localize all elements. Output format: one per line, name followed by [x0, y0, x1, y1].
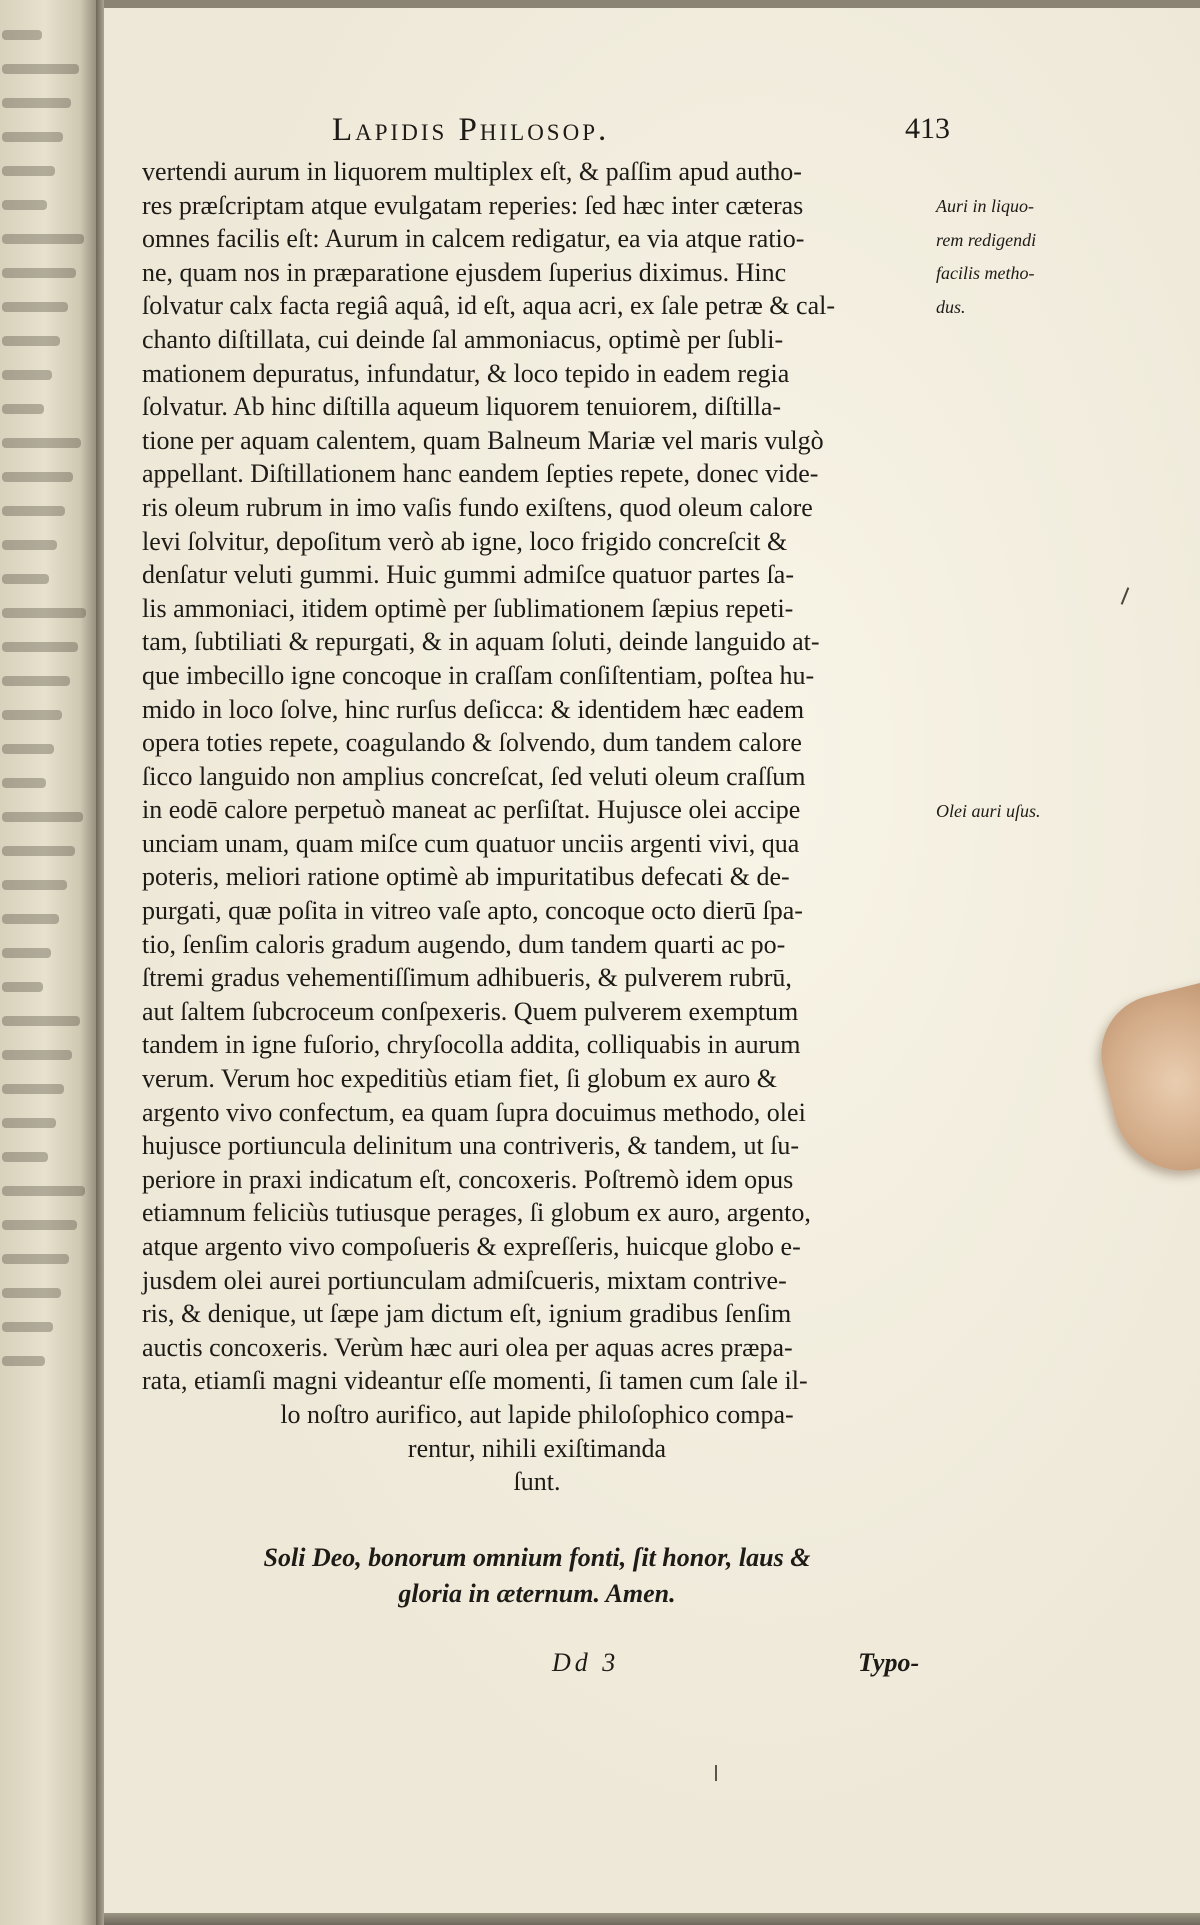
closing-doxology — [142, 1540, 932, 1612]
facing-page-text-fragment — [2, 1322, 53, 1332]
text-line: appellant. Diſtillationem hanc eandem ſepties repete, donec vide- — [142, 459, 819, 489]
facing-page-text-fragment — [2, 438, 81, 448]
facing-page-text-fragment — [2, 948, 51, 958]
text-line: periore in praxi indicatum eſt, concoxeris. Poſtremò idem opus — [142, 1164, 794, 1194]
facing-page-text-fragment — [2, 336, 60, 346]
margin-note: Olei auri uſus. — [936, 800, 1041, 821]
facing-page-text-fragment — [2, 64, 79, 74]
text-line: lo noſtro aurifico, aut lapide philoſophico compa- — [280, 1399, 794, 1429]
facing-page-text-fragment — [2, 1016, 80, 1026]
text-line: purgati, quæ poſita in vitreo vaſe apto, concoque octo dierū ſpa- — [142, 896, 803, 926]
facing-page-text-fragment — [2, 1254, 69, 1264]
facing-page-text-fragment — [2, 370, 52, 380]
facing-page-text-fragment — [2, 676, 70, 686]
facing-page-text-fragment — [2, 1220, 77, 1230]
text-line: opera toties repete, coagulando & ſolvendo, dum tandem calore — [142, 728, 802, 758]
text-line: argento vivo confectum, ea quam ſupra docuimus methodo, olei — [142, 1097, 806, 1127]
text-line: omnes facilis eſt: Aurum in calcem redigatur, ea via atque ratio- — [142, 224, 805, 254]
text-line: ris, & denique, ut ſæpe jam dictum eſt, ignium gradibus ſenſim — [142, 1299, 792, 1329]
text-line: auctis concoxeris. Verùm hæc auri olea per aquas acres præpa- — [142, 1332, 793, 1362]
facing-page-text-fragment — [2, 846, 75, 856]
text-line: mationem depuratus, infundatur, & loco tepido in eadem regia — [142, 358, 790, 388]
facing-page-text-fragment — [2, 200, 47, 210]
facing-page-text-fragment — [2, 642, 78, 652]
facing-page-text-fragment — [2, 506, 65, 516]
facing-page-text-fragment — [2, 132, 63, 142]
closing-line-2: gloria in æternum. Amen. — [398, 1579, 676, 1608]
facing-page-text-fragment — [2, 744, 54, 754]
text-line: unciam unam, quam miſce cum quatuor unciis argenti vivi, qua — [142, 828, 800, 858]
stray-ink-mark — [715, 1765, 717, 1781]
facing-page-text-fragment — [2, 608, 86, 618]
margin-note: rem redigendi — [936, 229, 1037, 250]
running-head: Lapidis Philosop. — [332, 112, 610, 148]
text-line: levi ſolvitur, depoſitum verò ab igne, loco frigido concreſcit & — [142, 526, 788, 556]
facing-page-text-fragment — [2, 574, 49, 584]
facing-page-text-fragment — [2, 30, 42, 40]
facing-page-text-fragment — [2, 540, 57, 550]
text-line: atque argento vivo compoſueris & expreſſeris, huicque globo e- — [142, 1232, 801, 1261]
margin-note: facilis metho- — [936, 263, 1035, 284]
facing-page-text-fragment — [2, 404, 44, 414]
text-line: lis ammoniaci, itidem optimè per ſublimationem ſæpius repeti- — [142, 593, 794, 623]
facing-page-text-fragment — [2, 302, 68, 312]
text-line: etiamnum feliciùs tutiusque perages, ſi globum ex auro, argento, — [142, 1198, 811, 1228]
text-line: hujusce portiuncula delinitum una contriveris, & tandem, ut ſu- — [142, 1131, 800, 1161]
text-line: vertendi aurum in liquorem multiplex eſt, & paſſim apud autho- — [142, 157, 802, 186]
text-line: ſunt. — [513, 1467, 561, 1497]
body-text — [142, 155, 932, 1499]
text-line: chanto diſtillata, cui deinde ſal ammoniacus, optimè per ſubli- — [142, 324, 784, 354]
text-line: ſolvatur. Ab hinc diſtilla aqueum liquorem tenuiorem, diſtilla- — [142, 392, 782, 422]
text-line: tio, ſenſim caloris gradum augendo, dum tandem quarti ac po- — [142, 929, 786, 959]
text-line: poteris, meliori ratione optimè ab impuritatibus defecati & de- — [142, 862, 790, 892]
text-line: mido in loco ſolve, hinc rurſus deſicca: & identidem hæc eadem — [142, 694, 805, 724]
facing-page-text-fragment — [2, 1084, 64, 1094]
facing-page-edge — [0, 0, 100, 1925]
text-line: tandem in igne fuſorio, chryſocolla addita, colliquabis in aurum — [142, 1030, 801, 1060]
closing-line-1: Soli Deo, bonorum omnium fonti, ſit honor, laus & — [263, 1543, 811, 1572]
facing-page-text-fragment — [2, 166, 55, 176]
text-line: ris oleum rubrum in imo vaſis fundo exiſtens, quod oleum calore — [142, 492, 813, 522]
text-line: denſatur veluti gummi. Huic gummi admiſce quatuor partes ſa- — [142, 560, 794, 590]
text-line: ne, quam nos in præparatione ejusdem ſuperius diximus. Hinc — [142, 257, 787, 287]
facing-page-text-fragment — [2, 778, 46, 788]
text-line: rentur, nihili exiſtimanda — [407, 1433, 667, 1463]
text-line: res præſcriptam atque evulgatam reperies: ſed hæc inter cæteras — [142, 190, 804, 220]
facing-page-text-fragment — [2, 98, 71, 108]
text-line: in eodē calore perpetuò maneat ac perſiſtat. Hujusce olei accipe — [142, 795, 801, 825]
text-line: tam, ſubtiliati & repurgati, & in aquam ſoluti, deinde languido at- — [142, 627, 820, 657]
text-line: ſicco languido non amplius concreſcat, ſed veluti oleum craſſum — [142, 761, 806, 791]
facing-page-text-fragment — [2, 1288, 61, 1298]
text-line: que imbecillo igne concoque in craſſam conſiſtentiam, poſtea hu- — [142, 660, 815, 690]
facing-page-text-fragment — [2, 1050, 72, 1060]
text-line: jusdem olei aurei portiunculam admiſcueris, mixtam contrive- — [142, 1265, 787, 1295]
facing-page-text-fragment — [2, 1118, 56, 1128]
margin-note: Auri in liquo- — [936, 196, 1034, 216]
facing-page-text-fragment — [2, 1152, 48, 1162]
text-line: aut ſaltem ſubcroceum conſpexeris. Quem pulverem exemptum — [142, 996, 799, 1026]
facing-page-text-fragment — [2, 472, 73, 482]
page-bottom-edge — [104, 1913, 1200, 1925]
text-line: ſolvatur calx facta regiâ aquâ, id eſt, aqua acri, ex ſale petræ & cal- — [142, 291, 835, 321]
facing-page-text-fragment — [2, 880, 67, 890]
margin-note: dus. — [936, 296, 966, 317]
facing-page-text-fragment — [2, 982, 43, 992]
facing-page-text-fragment — [2, 234, 84, 244]
signature-mark: Dd 3 — [552, 1648, 620, 1677]
page-header — [230, 112, 950, 152]
catchword: Typo- — [858, 1648, 920, 1677]
text-line: verum. Verum hoc expeditiùs etiam fiet, ſi globum ex auro & — [142, 1064, 777, 1094]
text-line: rata, etiamſi magni videantur eſſe momenti, ſi tamen cum ſale il- — [142, 1366, 808, 1396]
text-line: ſtremi gradus vehementiſſimum adhibueris, & pulverem rubrū, — [142, 963, 792, 993]
page-top-edge — [104, 0, 1200, 8]
facing-page-text-fragment — [2, 1186, 85, 1196]
facing-page-text-fragment — [2, 812, 83, 822]
facing-page-text-fragment — [2, 1356, 45, 1366]
page-number: 413 — [905, 112, 950, 145]
facing-page-text-fragment — [2, 914, 59, 924]
facing-page-text-fragment — [2, 710, 62, 720]
text-line: tione per aquam calentem, quam Balneum Mariæ vel maris vulgò — [142, 425, 824, 455]
facing-page-text-fragment — [2, 268, 76, 278]
